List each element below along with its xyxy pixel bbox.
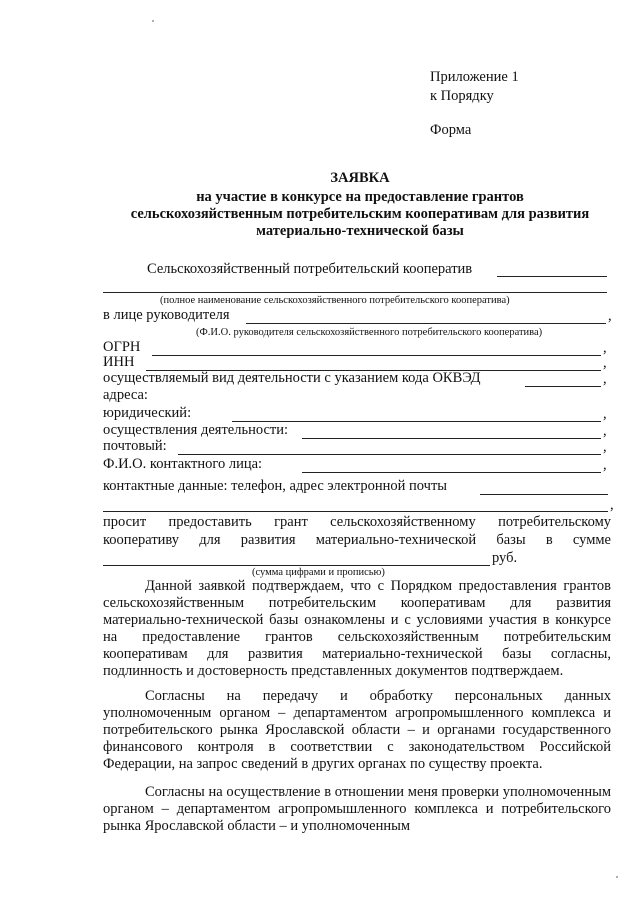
- postal-address-field[interactable]: [178, 454, 601, 455]
- request-line-1: просит предоставить грант сельскохозяйственному потребительскому: [103, 514, 611, 530]
- activity-field[interactable]: [525, 386, 601, 387]
- grant-sum-field[interactable]: [103, 565, 490, 566]
- head-name-field[interactable]: [246, 323, 606, 324]
- cooperative-name-field-cont[interactable]: [103, 292, 607, 293]
- confirmation-paragraph: Данной заявкой подтверждаем, что с Порядком предоставления грантов сельскохозяйственным потребительским кооперативам для развития материально-технической базы ознакомлены и с условиями участия в конкурсе на предоставление грантов сельскохозяйственным потребительским кооперативам для развития материально-технической базы согласны, подлинность и достоверность представленных документов подтверждаем.: [103, 578, 611, 679]
- scan-speck: [152, 20, 154, 22]
- addresses-label: адреса:: [103, 387, 148, 403]
- scan-speck: [616, 876, 618, 878]
- comma: ,: [603, 340, 607, 356]
- form-label: Форма: [430, 122, 472, 138]
- appendix-reference: [430, 68, 519, 106]
- head-label: в лице руководителя: [103, 307, 230, 323]
- contact-data-field-cont[interactable]: [103, 511, 608, 512]
- operational-address-field[interactable]: [302, 438, 601, 439]
- inn-label: ИНН: [103, 354, 135, 370]
- request-line-2: кооперативу для развития материально-технической базы в сумме: [103, 532, 611, 548]
- comma: ,: [608, 308, 612, 324]
- cooperative-name-field[interactable]: [497, 276, 607, 277]
- contact-person-field[interactable]: [302, 472, 601, 473]
- appendix-line-1: Приложение 1: [430, 69, 519, 85]
- comma: ,: [603, 423, 607, 439]
- appendix-line-2: к Порядку: [430, 88, 494, 104]
- legal-address-label: юридический:: [103, 405, 192, 421]
- sum-hint: (сумма цифрами и прописью): [252, 567, 385, 578]
- title-line-2: сельскохозяйственным потребительским кооперативам для развития: [130, 206, 590, 222]
- ogrn-field[interactable]: [152, 355, 601, 356]
- document-title: [100, 170, 620, 240]
- comma: ,: [610, 497, 614, 513]
- comma: ,: [603, 406, 607, 422]
- comma: ,: [603, 355, 607, 371]
- contact-data-label: контактные данные: телефон, адрес электронной почты: [103, 478, 448, 494]
- contact-person-label: Ф.И.О. контактного лица:: [103, 456, 263, 472]
- comma: ,: [603, 371, 607, 387]
- operational-address-label: осуществления деятельности:: [103, 422, 289, 438]
- cooperative-label: Сельскохозяйственный потребительский кооператив: [147, 261, 473, 277]
- title-main: ЗАЯВКА: [330, 170, 390, 186]
- personal-data-consent-paragraph: Согласны на передачу и обработку персональных данных уполномоченным органом – департаментом агропромышленного комплекса и потребительского рынка Ярославской области – и органами государственного финансового контроля в соответствии с законодательством Российской Федерации, на запрос сведений в других органах по существу проекта.: [103, 688, 611, 772]
- cooperative-hint: (полное наименование сельскохозяйственного потребительского кооператива): [160, 295, 510, 306]
- comma: ,: [603, 457, 607, 473]
- activity-label: осуществляемый вид деятельности с указанием кода ОКВЭД: [103, 370, 481, 386]
- title-line-1: на участие в конкурсе на предоставление грантов: [196, 189, 524, 205]
- head-hint: (Ф.И.О. руководителя сельскохозяйственного потребительского кооператива): [196, 327, 543, 338]
- currency-label: руб.: [492, 550, 518, 566]
- comma: ,: [603, 439, 607, 455]
- contact-data-field[interactable]: [480, 494, 608, 495]
- inspection-consent-paragraph: Согласны на осуществление в отношении меня проверки уполномоченным органом – департаментом агропромышленного комплекса и потребительского рынка Ярославской области – и уполномоченным: [103, 784, 611, 834]
- postal-address-label: почтовый:: [103, 438, 167, 454]
- ogrn-label: ОГРН: [103, 339, 141, 355]
- title-line-3: материально-технической базы: [256, 223, 464, 239]
